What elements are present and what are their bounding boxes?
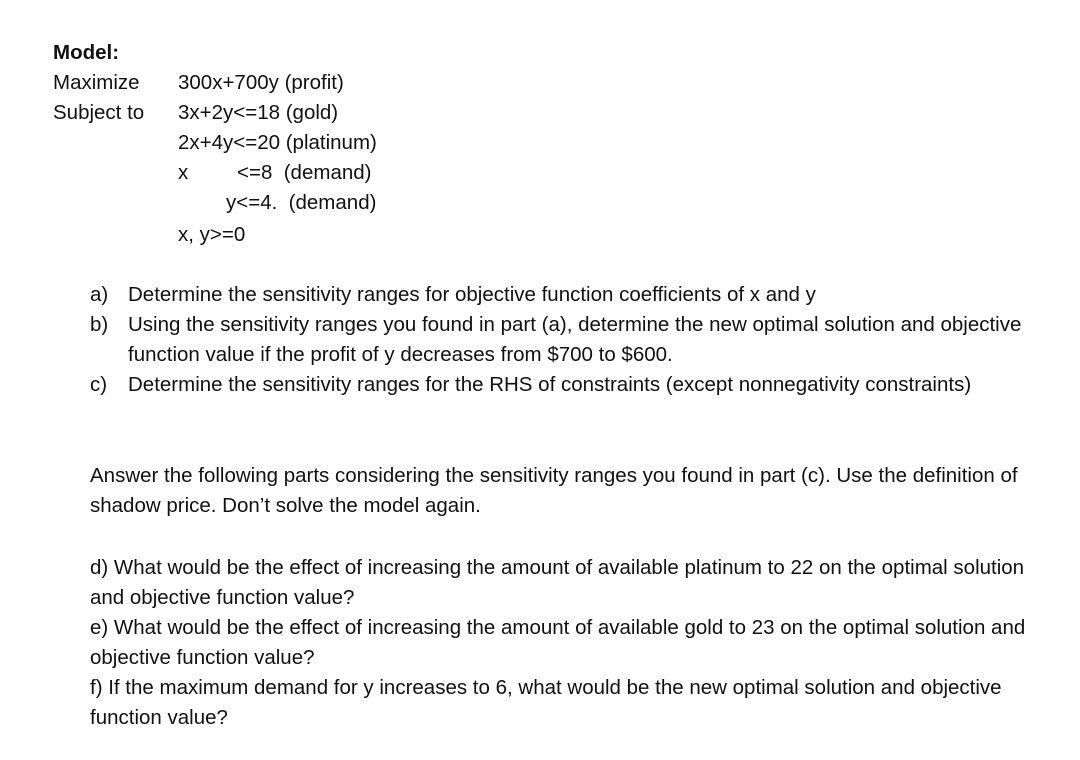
question-a [90,280,1050,310]
question-c-label: c) [90,373,108,396]
question-c-text: Determine the sensitivity ranges for the RHS of constraints (except nonnegativity constraints) [128,373,972,396]
question-a-label: a) [90,283,109,306]
question-b [90,310,1050,370]
objective-function: 300x+700y (profit) [178,71,344,94]
question-c [90,370,1050,400]
question-e: e) What would be the effect of increasing the amount of available gold to 23 on the optimal solution and objective function value? [90,616,1026,669]
instruction-paragraph: Answer the following parts considering the sensitivity ranges you found in part (c). Use the definition of shadow price. Don’t solve the model again. [90,464,1018,517]
model-heading: Model: [53,41,120,64]
question-b-text: Using the sensitivity ranges you found in part (a), determine the new optimal solution and objective function value if the profit of y decreases from $700 to $600. [128,313,1022,366]
nonnegativity-constraint: x, y>=0 [178,223,246,246]
maximize-label: Maximize [53,71,140,94]
followup-questions [90,553,1050,733]
question-f: f) If the maximum demand for y increases to 6, what would be the new optimal solution and objective function value? [90,676,1002,729]
demand-x-constraint: <=8 (demand) [237,161,372,184]
demand-y-constraint: y<=4. (demand) [226,191,377,214]
question-b-label: b) [90,313,109,336]
constraint-gold: 3x+2y<=18 (gold) [178,101,339,124]
demand-x-var: x [178,161,189,184]
constraint-platinum: 2x+4y<=20 (platinum) [178,131,377,154]
question-d: d) What would be the effect of increasing the amount of available platinum to 22 on the optimal solution and objective function value? [90,556,1025,609]
question-list [90,280,1050,400]
question-a-text: Determine the sensitivity ranges for objective function coefficients of x and y [128,283,816,306]
subject-to-label: Subject to [53,101,145,124]
